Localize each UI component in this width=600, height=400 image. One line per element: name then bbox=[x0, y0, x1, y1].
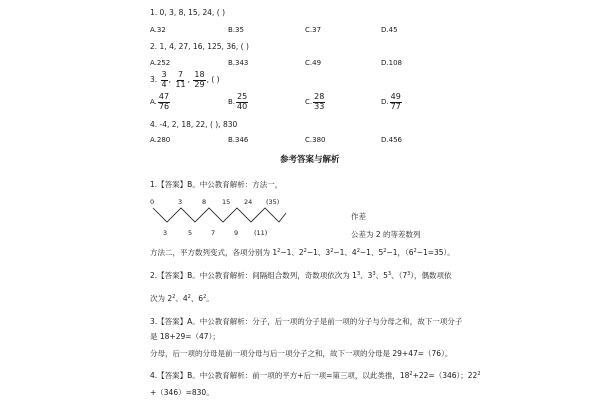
seq-top-3: 15 bbox=[222, 198, 231, 206]
fraction-18-29: $\frac{18}{29}$ bbox=[194, 70, 205, 89]
seq-top-2: 8 bbox=[202, 198, 207, 206]
question-3-option-b: B. $\frac{25}{40}$ bbox=[228, 92, 248, 111]
question-2-option-b: B.343 bbox=[228, 59, 249, 67]
answer-2-line1: 2.【答案】B。中公教育解析：间隔组合数列，奇数项依次为 $1^3$、$3^3$、$5^3$、$(7^3)$，偶数项依 bbox=[150, 271, 452, 280]
seq-top-0: 0 bbox=[150, 198, 155, 206]
question-2-option-a: A.252 bbox=[150, 59, 171, 67]
question-4-option-c: C.380 bbox=[305, 136, 326, 144]
question-4-option-d: D.456 bbox=[381, 136, 402, 144]
question-3-label: 3. bbox=[150, 75, 158, 85]
question-1-option-b: B.35 bbox=[228, 26, 244, 34]
sequence-zigzag-lines bbox=[150, 205, 290, 227]
question-4-option-b: B.346 bbox=[228, 136, 249, 144]
seq-bottom-3: 9 bbox=[234, 229, 239, 237]
fraction-7-11: $\frac{7}{11}$ bbox=[175, 70, 186, 89]
seq-bottom-1: 5 bbox=[188, 229, 193, 237]
answer-1-method2: 方法二，平方数列变式，各项分别为 $1^2-1$、$2^2-1$、$3^2-1$、$4^2-1$、$5^2-1$，$(6^2-1=35)$。 bbox=[150, 248, 455, 257]
note-arithmetic-sequence: 公差为 2 的等差数列 bbox=[351, 230, 421, 239]
fraction-3-4: $\frac{3}{4}$ bbox=[161, 70, 167, 89]
question-3-stem: 3. $\frac{3}{4}$ , $\frac{7}{11}$ , $\frac{18}{29}$ , ( ) bbox=[150, 70, 220, 89]
seq-top-4: 24 bbox=[244, 198, 253, 206]
question-3-option-c: C. $\frac{28}{33}$ bbox=[305, 92, 325, 111]
seq-bottom-2: 7 bbox=[211, 229, 216, 237]
answer-3-line3: 分母，后一项的分母是前一项分母与后一项分子之和，故下一项的分母是 29+47=（76）。 bbox=[150, 349, 453, 358]
question-2-option-c: C.49 bbox=[305, 59, 322, 67]
note-difference: 作差 bbox=[351, 212, 366, 221]
seq-bottom-0: 3 bbox=[163, 229, 168, 237]
answer-4-line1: 4.【答案】B。中公教育解析：前一项的平方+后一项=第三项，以此类推，$18^2+22=(346)$；$22^2$ bbox=[150, 371, 481, 380]
question-1-option-a: A.32 bbox=[150, 26, 166, 34]
question-1-option-c: C.37 bbox=[305, 26, 322, 34]
zigzag-line bbox=[153, 208, 286, 222]
answer-4-line2: +（346）=830。 bbox=[150, 388, 214, 397]
question-4-option-a: A.280 bbox=[150, 136, 171, 144]
question-4-stem: 4. -4, 2, 18, 22, ( ), 830 bbox=[150, 120, 238, 129]
question-2-stem: 2. 1, 4, 27, 16, 125, 36, ( ) bbox=[150, 42, 249, 51]
question-3-option-a: A. $\frac{47}{76}$ bbox=[150, 92, 170, 111]
question-1-stem: 1. 0, 3, 8, 15, 24, ( ) bbox=[150, 8, 226, 17]
answer-3-line2: 是 18+29=（47）； bbox=[150, 332, 220, 341]
question-3-blank: , ( ) bbox=[206, 75, 220, 85]
answer-3-line1: 3.【答案】A。中公教育解析：分子，后一项的分子是前一项的分子与分母之和，故下一项分子 bbox=[150, 317, 463, 326]
answer-1-line1: 1.【答案】B。中公教育解析：方法一， bbox=[150, 180, 283, 189]
seq-bottom-4: (11) bbox=[254, 229, 268, 237]
question-1-option-d: D.45 bbox=[381, 26, 398, 34]
seq-top-5: (35) bbox=[266, 198, 280, 206]
seq-top-1: 3 bbox=[178, 198, 183, 206]
answers-title: 参考答案与解析 bbox=[280, 155, 340, 165]
question-2-option-d: D.108 bbox=[381, 59, 402, 67]
question-3-option-d: D. $\frac{49}{77}$ bbox=[381, 92, 401, 111]
answer-2-line2: 次为 $2^2$、$4^2$、$6^2$。 bbox=[150, 294, 214, 303]
